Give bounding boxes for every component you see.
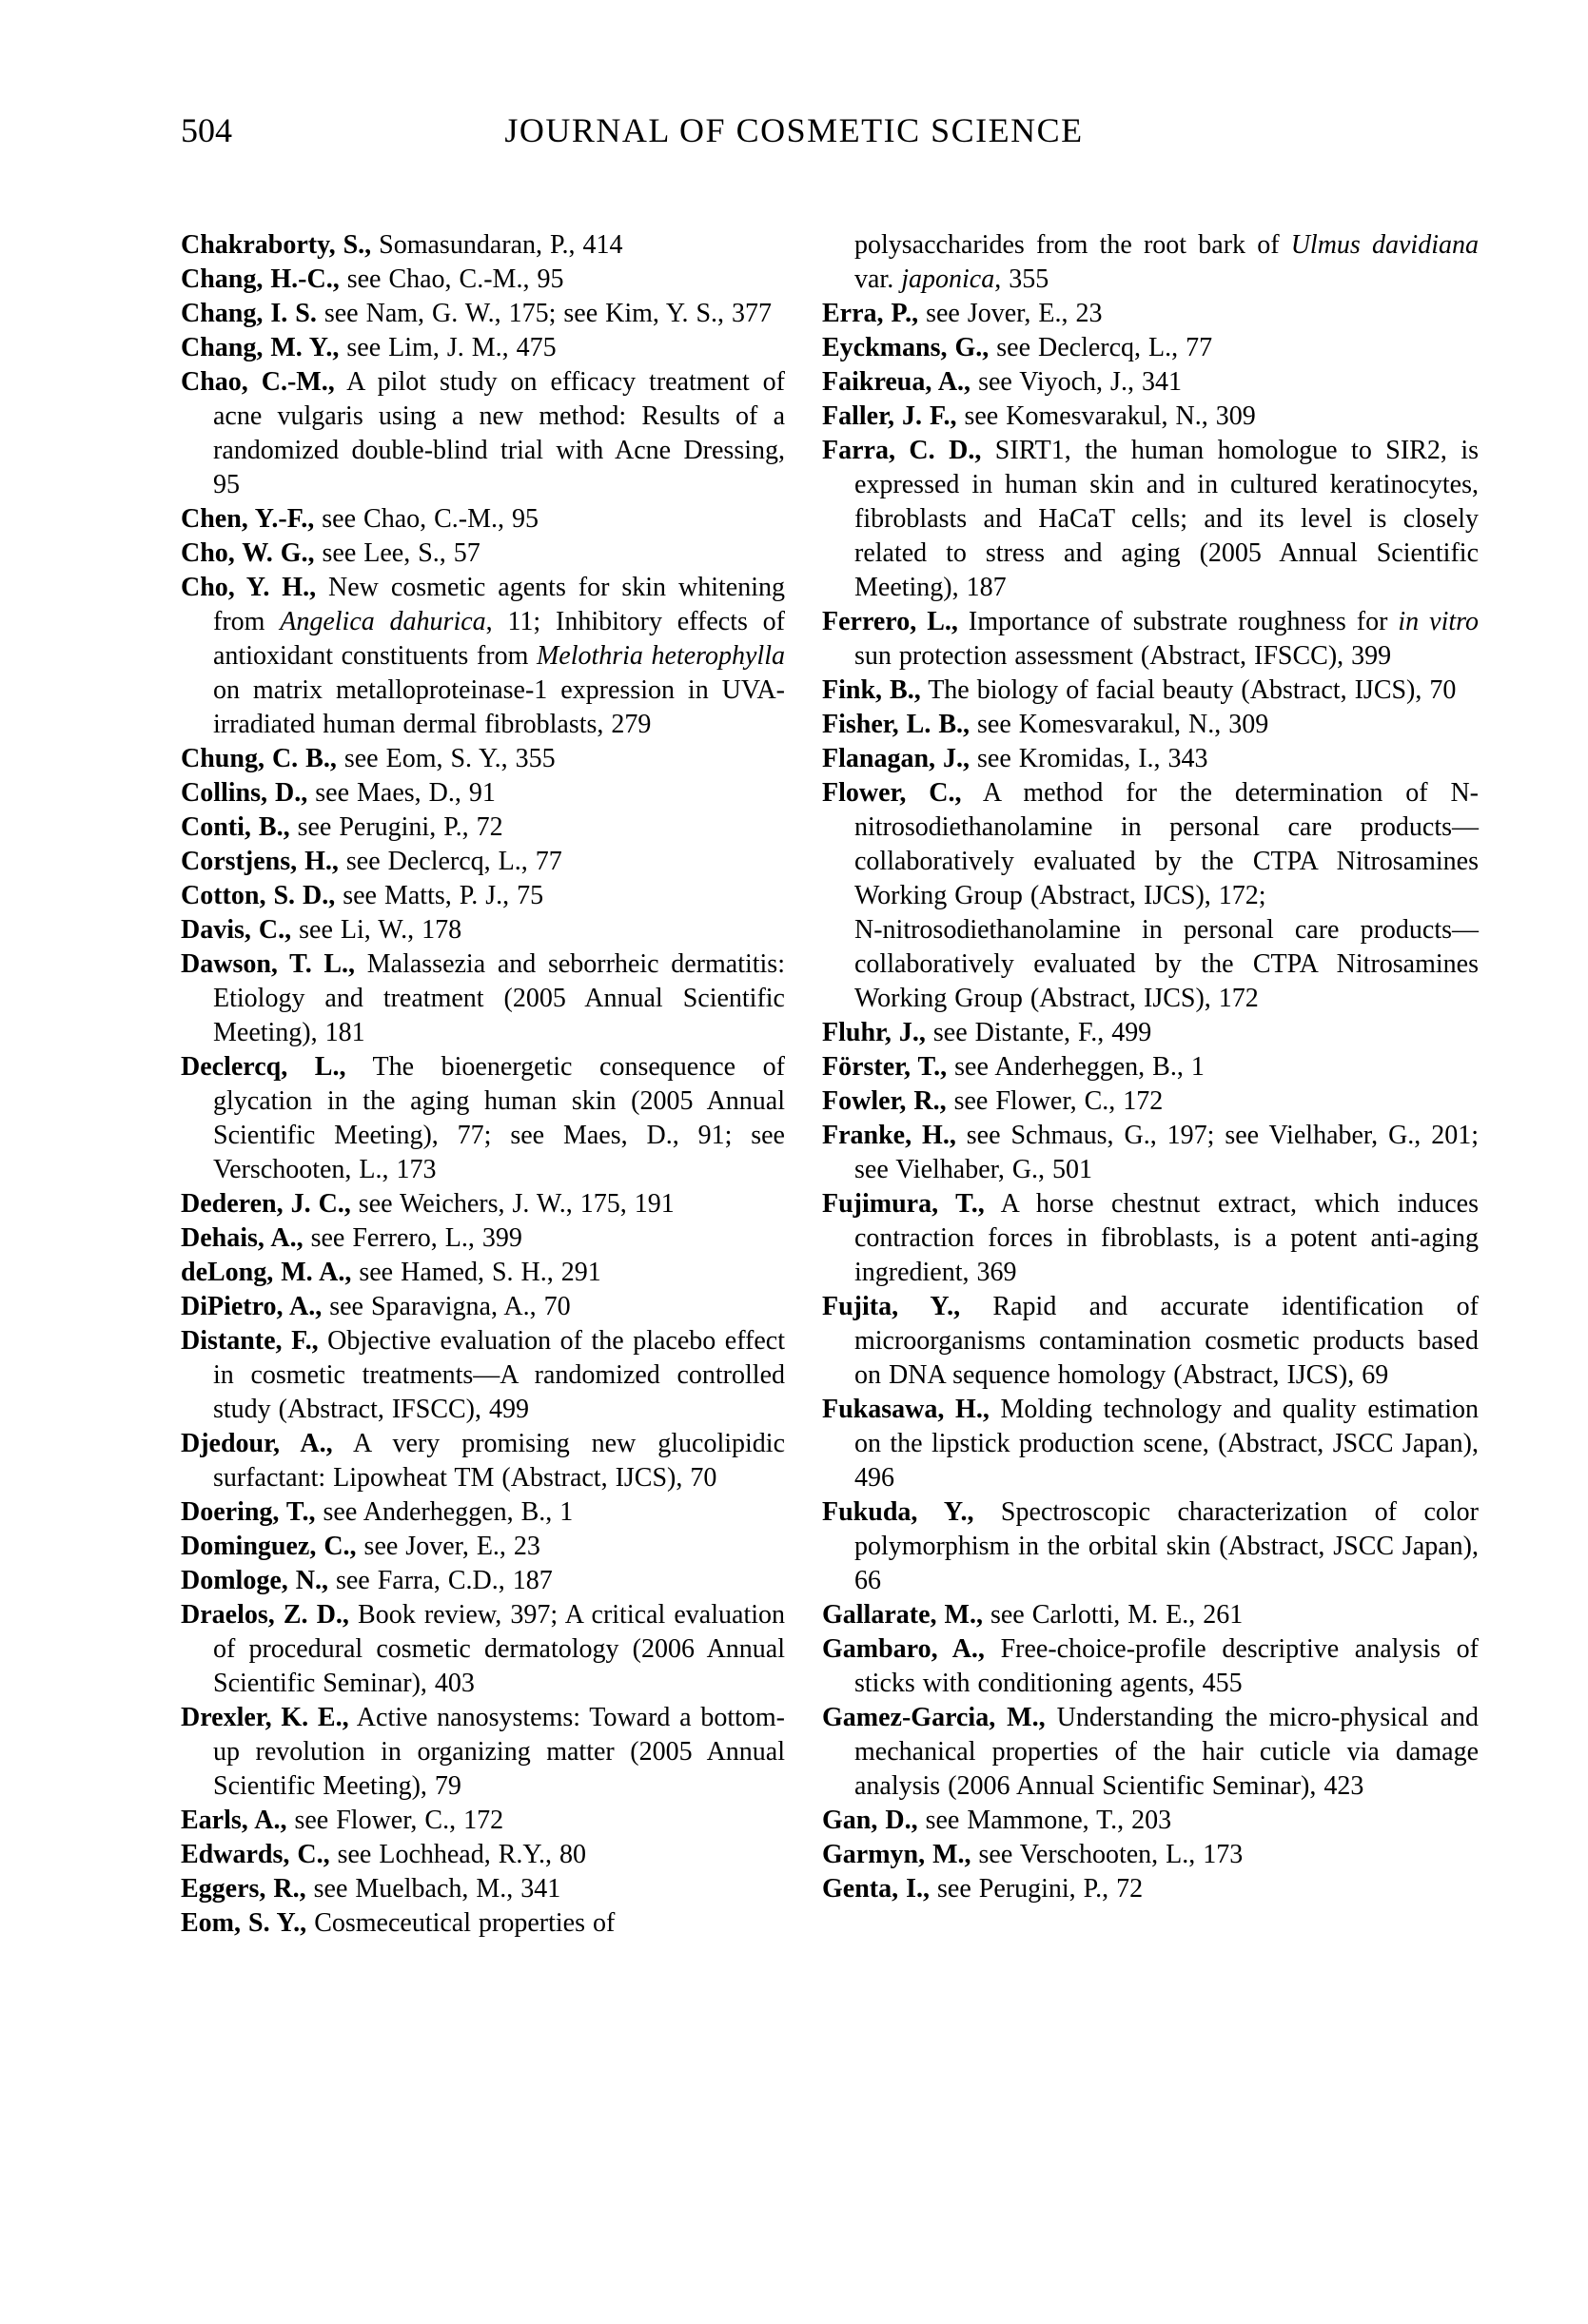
index-entry: Dawson, T. L., Malassezia and seborrheic dermatitis: Etiology and treatment (2005 Annual Scientific Meeting), 181 bbox=[181, 949, 785, 1047]
index-entry: Garmyn, M., see Verschooten, L., 173 bbox=[822, 1840, 1244, 1869]
index-entry: Chang, I. S. see Nam, G. W., 175; see Kim, Y. S., 377 bbox=[181, 299, 773, 328]
index-entry: Cotton, S. D., see Matts, P. J., 75 bbox=[181, 881, 544, 910]
index-entry: Doering, T., see Anderheggen, B., 1 bbox=[181, 1497, 574, 1527]
index-entry: Cho, W. G., see Lee, S., 57 bbox=[181, 538, 480, 568]
index-entry: Distante, F., Objective evaluation of the placebo effect in cosmetic treatments—A randomized controlled study (Abstract, IFSCC), 499 bbox=[181, 1326, 786, 1424]
index-entry: Fisher, L. B., see Komesvarakul, N., 309 bbox=[822, 710, 1269, 739]
index-entry: Fowler, R., see Flower, C., 172 bbox=[822, 1086, 1164, 1116]
index-column-right bbox=[822, 228, 1479, 1941]
index-entry: Eggers, R., see Muelbach, M., 341 bbox=[181, 1874, 561, 1904]
page-header bbox=[0, 111, 1588, 149]
index-entry-continuation: polysaccharides from the root bark of Ulmus davidiana var. japonica, 355 bbox=[854, 230, 1479, 294]
index-entry: Cho, Y. H., New cosmetic agents for skin whitening from Angelica dahurica, 11; Inhibitory effects of antioxidant constituents from Melothria heterophylla on matrix metalloproteinase-1 expression in UVA-irradiated human dermal fibroblasts, 279 bbox=[181, 573, 785, 739]
index-entry: Chao, C.-M., A pilot study on efficacy treatment of acne vulgaris using a new method: Results of a randomized double-blind trial with Acne Dressing, 95 bbox=[181, 367, 786, 499]
index-entry: Drexler, K. E., Active nanosystems: Toward a bottom-up revolution in organizing matter (2005 Annual Scientific Meeting), 79 bbox=[181, 1703, 785, 1801]
index-entry: Flower, C., A method for the determination of N-nitrosodiethanolamine in personal care products—collaboratively evaluated by the CTPA Nitrosamines Working Group (Abstract, IJCS), 172; N-nitrosodiethanolamine in personal care products—collaboratively evaluated by the CTPA Nitrosamines Working Group (Abstract, IJCS), 172 bbox=[822, 778, 1479, 1013]
index-entry: Flanagan, J., see Kromidas, I., 343 bbox=[822, 744, 1208, 773]
index-entry: Chakraborty, S., Somasundaran, P., 414 bbox=[181, 230, 623, 260]
index-entry: Davis, C., see Li, W., 178 bbox=[181, 915, 462, 945]
index-entry: Domloge, N., see Farra, C.D., 187 bbox=[181, 1566, 553, 1595]
index-entry: Chang, M. Y., see Lim, J. M., 475 bbox=[181, 333, 557, 362]
index-entry: Faikreua, A., see Viyoch, J., 341 bbox=[822, 367, 1182, 397]
index-entry: Fink, B., The biology of facial beauty (Abstract, IJCS), 70 bbox=[822, 675, 1457, 705]
index-entry: Djedour, A., A very promising new glucolipidic surfactant: Lipowheat TM (Abstract, IJCS), 70 bbox=[181, 1429, 786, 1493]
index-entry: Gan, D., see Mammone, T., 203 bbox=[822, 1806, 1172, 1835]
index-entry: Conti, B., see Perugini, P., 72 bbox=[181, 812, 503, 842]
journal-title: JOURNAL OF COSMETIC SCIENCE bbox=[504, 111, 1084, 149]
index-entry: Chang, H.-C., see Chao, C.-M., 95 bbox=[181, 264, 564, 294]
index-entry: Declercq, L., The bioenergetic consequence of glycation in the aging human skin (2005 Annual Scientific Meeting), 77; see Maes, D., 91; see Verschooten, L., 173 bbox=[181, 1052, 785, 1184]
index-entry: Farra, C. D., SIRT1, the human homologue to SIR2, is expressed in human skin and in cultured keratinocytes, fibroblasts and HaCaT cells; and its level is closely related to stress and aging (2005 Annual Scientific Meeting), 187 bbox=[822, 436, 1479, 602]
index-entry: Draelos, Z. D., Book review, 397; A critical evaluation of procedural cosmetic dermatology (2006 Annual Scientific Seminar), 403 bbox=[181, 1600, 785, 1698]
index-entry: Chung, C. B., see Eom, S. Y., 355 bbox=[181, 744, 556, 773]
index-entry: Fukasawa, H., Molding technology and quality estimation on the lipstick production scene, (Abstract, JSCC Japan), 496 bbox=[822, 1395, 1479, 1493]
index-entry: Fluhr, J., see Distante, F., 499 bbox=[822, 1018, 1152, 1047]
index-entry: Chen, Y.-F., see Chao, C.-M., 95 bbox=[181, 504, 539, 534]
index-entry: Earls, A., see Flower, C., 172 bbox=[181, 1806, 504, 1835]
index-entry: Fujimura, T., A horse chestnut extract, which induces contraction forces in fibroblasts, is a potent anti-aging ingredient, 369 bbox=[822, 1189, 1480, 1287]
index-entry: DiPietro, A., see Sparavigna, A., 70 bbox=[181, 1292, 571, 1321]
index-entry: Förster, T., see Anderheggen, B., 1 bbox=[822, 1052, 1205, 1082]
index-entry: Erra, P., see Jover, E., 23 bbox=[822, 299, 1103, 328]
author-index bbox=[181, 228, 1479, 1941]
index-entry: Gambaro, A., Free-choice-profile descriptive analysis of sticks with conditioning agents, 455 bbox=[822, 1634, 1479, 1698]
index-entry: Fukuda, Y., Spectroscopic characterization of color polymorphism in the orbital skin (Abstract, JSCC Japan), 66 bbox=[822, 1497, 1479, 1595]
index-entry: Genta, I., see Perugini, P., 72 bbox=[822, 1874, 1144, 1904]
index-entry: Dominguez, C., see Jover, E., 23 bbox=[181, 1532, 540, 1561]
index-entry: Collins, D., see Maes, D., 91 bbox=[181, 778, 496, 808]
page-number: 504 bbox=[181, 111, 232, 149]
index-entry: Dederen, J. C., see Weichers, J. W., 175, 191 bbox=[181, 1189, 675, 1219]
index-entry: Dehais, A., see Ferrero, L., 399 bbox=[181, 1223, 522, 1253]
index-entry: Gallarate, M., see Carlotti, M. E., 261 bbox=[822, 1600, 1244, 1630]
index-column-left bbox=[181, 228, 785, 1941]
index-entry: Eyckmans, G., see Declercq, L., 77 bbox=[822, 333, 1213, 362]
index-entry: Corstjens, H., see Declercq, L., 77 bbox=[181, 847, 562, 876]
index-entry: deLong, M. A., see Hamed, S. H., 291 bbox=[181, 1258, 601, 1287]
index-entry: Faller, J. F., see Komesvarakul, N., 309 bbox=[822, 401, 1256, 431]
index-entry: Eom, S. Y., Cosmeceutical properties of bbox=[181, 1908, 616, 1938]
index-entry: Ferrero, L., Importance of substrate roughness for in vitro sun protection assessment (Abstract, IFSCC), 399 bbox=[822, 607, 1480, 671]
index-entry: Gamez-Garcia, M., Understanding the micro-physical and mechanical properties of the hair cuticle via damage analysis (2006 Annual Scientific Seminar), 423 bbox=[822, 1703, 1479, 1801]
index-entry: Franke, H., see Schmaus, G., 197; see Vielhaber, G., 201; see Vielhaber, G., 501 bbox=[822, 1121, 1479, 1184]
index-entry: Edwards, C., see Lochhead, R.Y., 80 bbox=[181, 1840, 587, 1869]
index-entry: Fujita, Y., Rapid and accurate identification of microorganisms contamination cosmetic products based on DNA sequence homology (Abstract, IJCS), 69 bbox=[822, 1292, 1479, 1390]
